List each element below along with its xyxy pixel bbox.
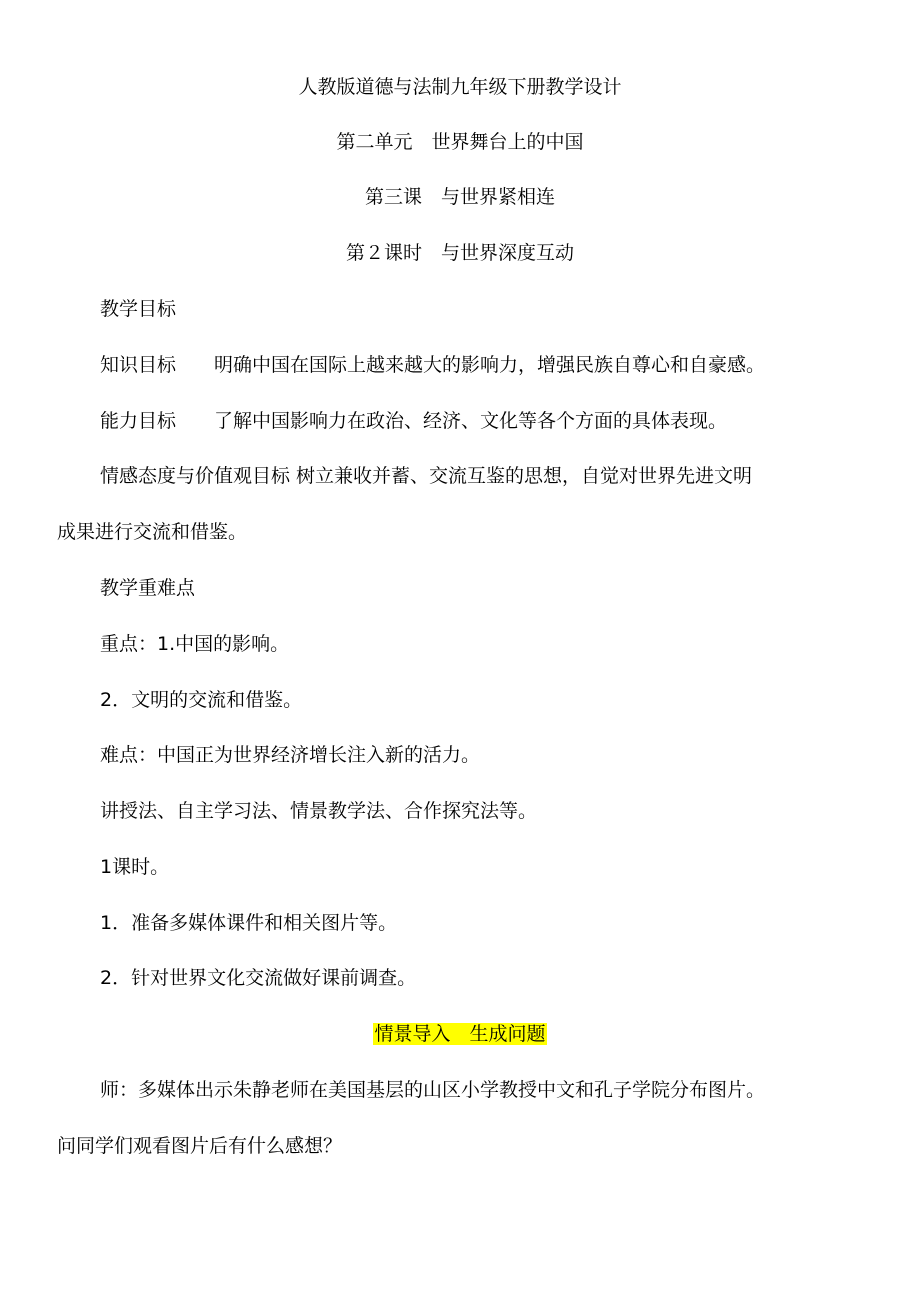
preparation-1: 1．准备多媒体课件和相关图片等。 xyxy=(100,912,398,934)
key-point-1: 重点：1.中国的影响。 xyxy=(100,633,290,655)
difficulty: 难点：中国正为世界经济增长注入新的活力。 xyxy=(100,744,481,766)
unit-heading: 第二单元 世界舞台上的中国 xyxy=(336,131,584,153)
ability-label: 能力目标 xyxy=(100,410,177,432)
objectives-heading: 教学目标 xyxy=(100,298,177,320)
ability-objective xyxy=(100,409,727,433)
teacher-line-1: 师：多媒体出示朱静老师在美国基层的山区小学教授中文和孔子学院分布图片。 xyxy=(100,1079,766,1101)
knowledge-objective xyxy=(100,353,765,377)
teacher-line-2: 问同学们观看图片后有什么感想？ xyxy=(57,1135,343,1157)
emotion-objective-line-1: 情感态度与价值观目标 树立兼收并蓄、交流互鉴的思想，自觉对世界先进文明 xyxy=(100,465,753,487)
knowledge-label: 知识目标 xyxy=(100,354,177,376)
ability-text: 了解中国影响力在政治、经济、文化等各个方面的具体表现。 xyxy=(214,410,728,432)
key-difficulty-heading: 教学重难点 xyxy=(100,577,196,599)
period-heading: 第２课时 与世界深度互动 xyxy=(345,242,574,264)
emotion-objective-line-2: 成果进行交流和借鉴。 xyxy=(57,521,248,543)
teaching-methods: 讲授法、自主学习法、情景教学法、合作探究法等。 xyxy=(100,800,538,822)
preparation-2: 2．针对世界文化交流做好课前调查。 xyxy=(100,967,417,989)
section-heading: 情景导入 生成问题 xyxy=(374,1023,546,1045)
lesson-heading: 第三课 与世界紧相连 xyxy=(364,186,555,208)
knowledge-text: 明确中国在国际上越来越大的影响力，增强民族自尊心和自豪感。 xyxy=(214,354,766,376)
section-heading-wrap xyxy=(0,1022,920,1046)
key-point-2: 2．文明的交流和借鉴。 xyxy=(100,689,303,711)
class-hours: 1课时。 xyxy=(100,856,170,878)
document-title: 人教版道德与法制九年级下册教学设计 xyxy=(298,76,622,98)
